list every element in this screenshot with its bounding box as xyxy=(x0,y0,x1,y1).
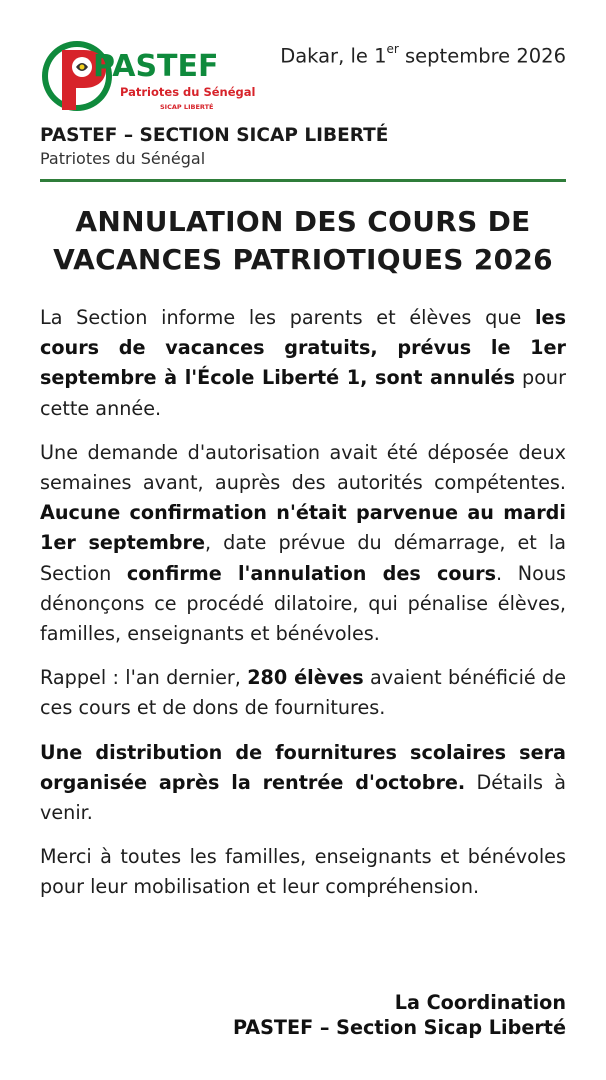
p2-text-mid: , date prévue du démarrage, et la Section xyxy=(40,531,566,585)
p1-text: La Section informe les parents et élèves que xyxy=(40,306,535,329)
p2-emphasis-2: confirme l'annulation des cours xyxy=(126,561,497,585)
document-title xyxy=(20,203,586,279)
p4-text: Détails à venir. xyxy=(40,770,566,825)
date-ordinal: er xyxy=(386,42,399,56)
p3-text: Rappel : l'an dernier, xyxy=(40,666,248,690)
p2-text: Une demande d'autorisation avait été déposée deux semaines avant, auprès des autorités compétentes. xyxy=(40,440,566,495)
title-line-2: VACANCES PATRIOTIQUES 2026 xyxy=(53,243,553,276)
date-suffix: septembre 2026 xyxy=(398,44,566,68)
org-subtitle: Patriotes du Sénégal xyxy=(40,149,206,168)
pastef-logo xyxy=(40,36,256,118)
paragraph-announcement xyxy=(40,303,566,424)
logo-section-text: SICAP LIBERTÉ xyxy=(160,103,214,111)
signature-line-1: La Coordination xyxy=(394,991,566,1014)
paragraph-distribution xyxy=(40,738,566,829)
logo-emblem-dot xyxy=(80,65,85,70)
letter-body xyxy=(40,303,566,917)
p3-text-end: avaient bénéficié de ces cours et de dons de fournitures. xyxy=(40,666,566,720)
logo-brand-text: PASTEF xyxy=(93,49,219,84)
p2-emphasis-1: Aucune confirmation n'était parvenue au mardi 1er septembre xyxy=(40,501,566,555)
paragraph-context xyxy=(40,438,566,649)
title-line-1: ANNULATION DES COURS DE xyxy=(75,205,531,238)
paragraph-reminder xyxy=(40,663,566,723)
signature-line-2: PASTEF – Section Sicap Liberté xyxy=(232,1015,566,1039)
p1-emphasis: les cours de vacances gratuits, prévus le 1er septembre à l'École Liberté 1, sont annulés xyxy=(40,306,566,390)
signature-block xyxy=(233,991,566,1040)
header-divider xyxy=(40,179,566,182)
logo-tagline-text: Patriotes du Sénégal xyxy=(120,85,256,99)
p5-text: Merci à toutes les familles, enseignants et bénévoles pour leur mobilisation et leur compréhension. xyxy=(40,845,566,899)
org-name: PASTEF – SECTION SICAP LIBERTÉ xyxy=(40,125,389,146)
pastef-logo-graphic xyxy=(40,36,256,118)
p3-emphasis: 280 élèves xyxy=(247,666,364,690)
paragraph-thanks xyxy=(40,842,566,902)
p1-text-end: pour cette année. xyxy=(40,366,566,420)
date-prefix: Dakar, le 1 xyxy=(280,44,387,68)
letter-date xyxy=(280,44,566,68)
p4-emphasis: Une distribution de fournitures scolaires sera organisée après la rentrée d'octobre. xyxy=(40,740,566,794)
p2-text-end: . Nous dénonçons ce procédé dilatoire, qui pénalise élèves, familles, enseignants et bénévoles. xyxy=(40,561,566,646)
